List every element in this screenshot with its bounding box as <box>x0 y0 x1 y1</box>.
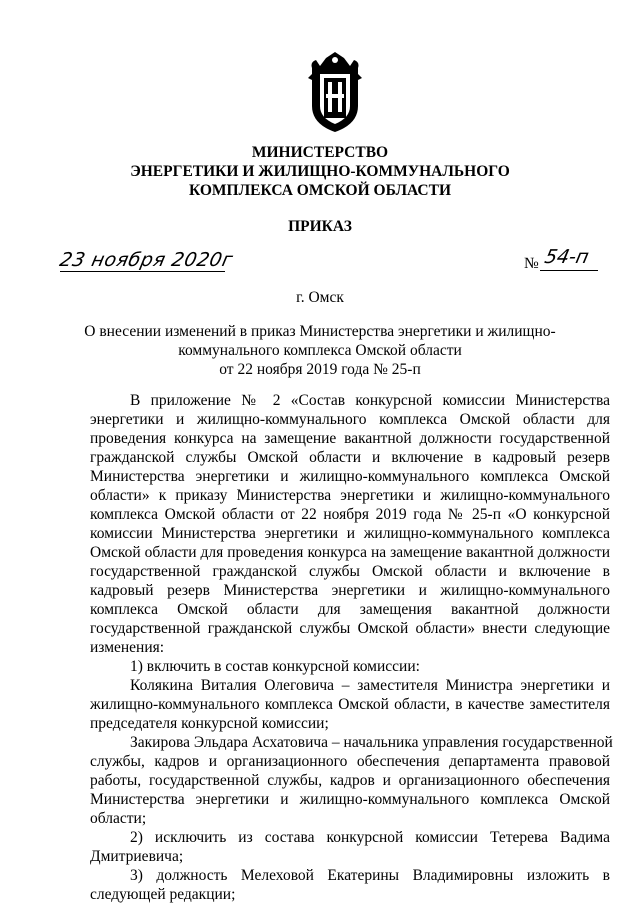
text-line: государственной гражданской службы Омской области и включение в <box>90 563 610 580</box>
text-line: жилищно-коммунального комплекса Омской области, в качестве заместителя <box>90 696 610 713</box>
document-type-title: ПРИКАЗ <box>288 218 352 235</box>
document-body <box>90 391 613 904</box>
text-line: В приложение № 2 «Состав конкурсной комиссии Министерства <box>130 392 610 409</box>
intro-paragraph <box>90 391 610 657</box>
document-subject <box>0 322 640 379</box>
number-label: № <box>524 255 539 272</box>
text-line: председателя конкурсной комиссии; <box>90 715 329 732</box>
text-line: следующей редакции; <box>90 886 236 903</box>
text-line: комплекса Омской области для замещения вакантной должности <box>90 601 610 618</box>
subject-line: О внесении изменений в приказ Министерства энергетики и жилищно- <box>84 323 556 340</box>
text-line: энергетики и жилищно-коммунального комплекса Омской области для <box>90 411 610 428</box>
date-underline <box>60 271 225 272</box>
item-1-paragraph <box>90 657 610 676</box>
text-line: кадровый резерв Министерства энергетики и жилищно-коммунального <box>90 582 610 599</box>
text-line: проведения конкурса на замещение вакантной должности государственной <box>90 430 610 447</box>
coat-of-arms-emblem <box>306 50 364 134</box>
text-line: комиссии Министерства энергетики и жилищно-коммунального комплекса <box>90 525 610 542</box>
subject-line: от 22 ноября 2019 года № 25-п <box>219 361 421 378</box>
text-line: комплекса Омской области от 22 ноября 2019 года № 25-п «О конкурсной <box>90 506 610 523</box>
text-line: Дмитриевича; <box>90 848 184 865</box>
text-line: Министерства энергетики и жилищно-коммунального комплекса Омской <box>90 468 610 485</box>
text-line: Омской области для проведения конкурса на замещение вакантной должности <box>90 544 610 561</box>
city-name: г. Омск <box>296 289 344 306</box>
subject-line: коммунального комплекса Омской области <box>178 342 462 359</box>
number-underline <box>540 270 598 271</box>
kolyakin-paragraph <box>90 676 610 733</box>
ministry-line: КОМПЛЕКСА ОМСКОЙ ОБЛАСТИ <box>188 182 452 199</box>
text-line: работы, государственной службы, кадров и организационного обеспечения <box>90 772 610 789</box>
ministry-line: ЭНЕРГЕТИКИ И ЖИЛИЩНО-КОММУНАЛЬНОГО <box>130 163 510 180</box>
text-line: государственной гражданской службы Омской области» внести следующие <box>90 620 610 637</box>
text-line: 1) включить в состав конкурсной комиссии: <box>130 658 420 675</box>
text-line: 2) исключить из состава конкурсной комиссии Тетерева Вадима <box>130 829 610 846</box>
item-2-paragraph <box>90 828 610 866</box>
ministry-line: МИНИСТЕРСТВО <box>251 144 389 161</box>
handwritten-date: 23 ноября 2020г <box>57 249 236 271</box>
text-line: области» к приказу Министерства энергетики и жилищно-коммунального <box>90 487 610 504</box>
text-line: области; <box>90 810 147 827</box>
text-line: изменения: <box>90 639 165 656</box>
zakirov-paragraph <box>90 733 613 828</box>
text-line: 3) должность Мелеховой Екатерины Владимировны изложить в <box>130 867 610 884</box>
text-line: Закирова Эльдара Асхатовича – начальника управления государственной <box>130 734 613 751</box>
item-3-paragraph <box>90 866 610 904</box>
text-line: Колякина Виталия Олеговича – заместителя Министра энергетики и <box>130 677 610 694</box>
text-line: Министерства энергетики и жилищно-коммунального комплекса Омской <box>90 791 610 808</box>
ministry-name <box>0 143 640 200</box>
text-line: службы, кадров и организационного обеспечения департамента правовой <box>90 753 610 770</box>
text-line: гражданской службы Омской области и включение в кадровый резерв <box>90 449 610 466</box>
handwritten-number: 54-п <box>542 246 591 268</box>
